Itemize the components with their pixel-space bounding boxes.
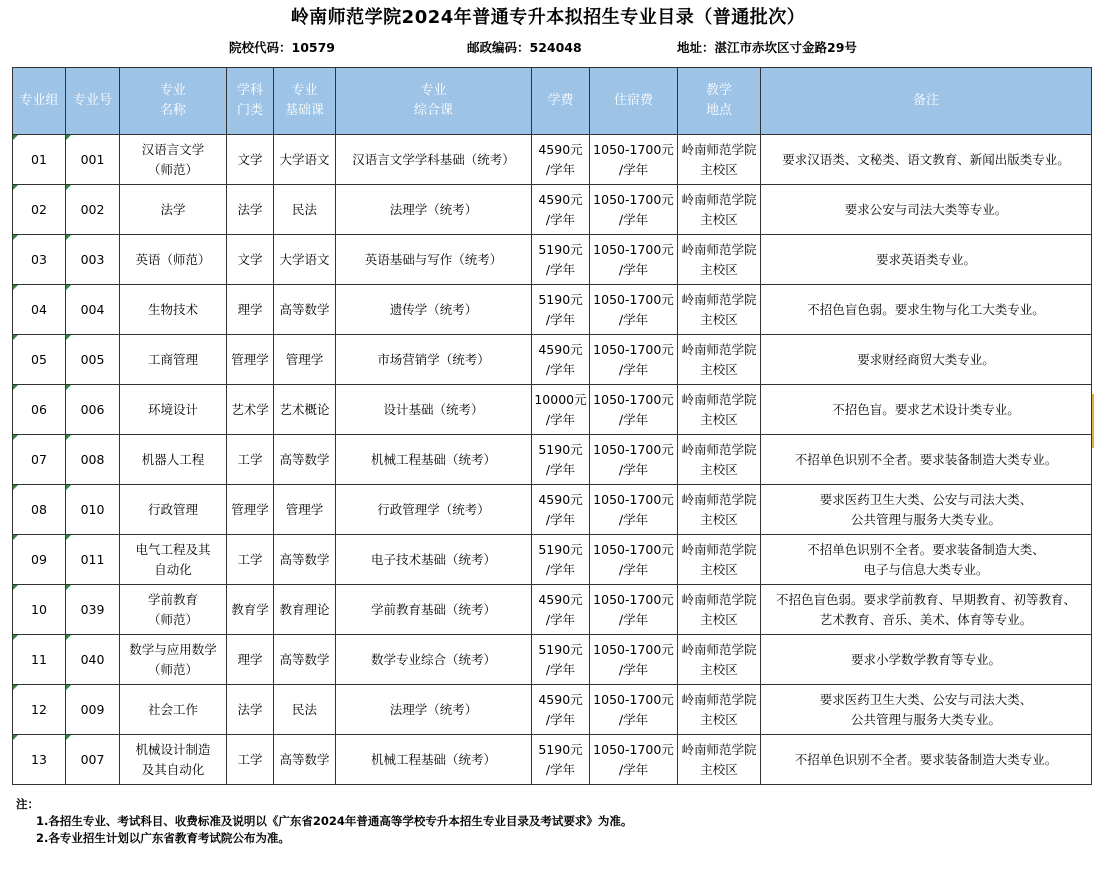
cell-category: 法学 <box>227 685 274 735</box>
cell-basic: 教育理论 <box>274 585 336 635</box>
cell-dorm-line: /学年 <box>618 261 649 277</box>
cell-tuition <box>532 485 590 535</box>
cell-dorm-line: 1050-1700元 <box>593 691 674 707</box>
cell-name <box>120 535 227 585</box>
cell-tuition-line: /学年 <box>545 211 576 227</box>
note-item-1: 1.各招生专业、考试科目、收费标准及说明以《广东省2024年普通高等学校专升本招生专业目录及考试要求》为准。 <box>36 814 633 828</box>
cell-group: 09 <box>13 535 66 585</box>
cell-dorm <box>590 285 678 335</box>
cell-location-line: 岭南师范学院 <box>681 541 757 557</box>
cell-note-line: 要求财经商贸大类专业。 <box>857 351 995 367</box>
cell-tuition-line: 5190元 <box>538 741 583 757</box>
cell-basic: 高等数学 <box>274 735 336 785</box>
cell-name <box>120 185 227 235</box>
table-row <box>13 285 1092 335</box>
table-row <box>13 535 1092 585</box>
cell-note <box>761 635 1092 685</box>
cell-dorm-line: 1050-1700元 <box>593 491 674 507</box>
cell-note-line: 电子与信息大类专业。 <box>863 561 989 577</box>
cell-code: 007 <box>66 735 120 785</box>
cell-dorm <box>590 585 678 635</box>
table-row <box>13 685 1092 735</box>
cell-name <box>120 135 227 185</box>
cell-location <box>678 335 761 385</box>
column-header-line: 专业 <box>159 83 186 98</box>
column-header-comprehensive <box>336 68 532 135</box>
cell-tuition <box>532 335 590 385</box>
column-header-line: 专业号 <box>72 93 112 108</box>
cell-note-line: 艺术教育、音乐、美术、体育等专业。 <box>819 611 1033 627</box>
cell-name <box>120 435 227 485</box>
cell-tuition <box>532 535 590 585</box>
cell-dorm <box>590 135 678 185</box>
cell-note <box>761 185 1092 235</box>
cell-note-line: 要求医药卫生大类、公安与司法大类、 <box>819 491 1033 507</box>
cell-basic: 高等数学 <box>274 535 336 585</box>
table-header-row <box>13 68 1092 135</box>
cell-dorm <box>590 735 678 785</box>
table-row <box>13 635 1092 685</box>
address: 地址：湛江市赤坎区寸金路29号 <box>677 40 857 55</box>
column-header-line: 专业 <box>291 83 318 98</box>
cell-note-line: 不招单色识别不全者。要求装备制造大类专业。 <box>794 451 1058 467</box>
cell-tuition-line: /学年 <box>545 411 576 427</box>
cell-location-line: 岭南师范学院 <box>681 341 757 357</box>
cell-note <box>761 535 1092 585</box>
column-header-line: 基础课 <box>284 103 324 118</box>
cell-tuition <box>532 185 590 235</box>
cell-tuition <box>532 435 590 485</box>
column-header-line: 学费 <box>547 93 574 108</box>
column-header-line: 综合课 <box>413 103 453 118</box>
cell-code: 011 <box>66 535 120 585</box>
cell-dorm-line: /学年 <box>618 511 649 527</box>
cell-dorm <box>590 235 678 285</box>
cell-location <box>678 135 761 185</box>
cell-dorm <box>590 635 678 685</box>
cell-name <box>120 735 227 785</box>
cell-name-line: 社会工作 <box>147 701 198 717</box>
table-row <box>13 735 1092 785</box>
cell-name-line: 工商管理 <box>147 351 198 367</box>
cell-note-line: 不招色盲色弱。要求学前教育、早期教育、初等教育、 <box>775 591 1076 607</box>
cell-location <box>678 385 761 435</box>
cell-dorm <box>590 435 678 485</box>
cell-tuition-line: /学年 <box>545 311 576 327</box>
table-row <box>13 435 1092 485</box>
cell-basic: 民法 <box>274 685 336 735</box>
cell-code: 040 <box>66 635 120 685</box>
postal-code: 邮政编码：524048 <box>467 40 582 55</box>
cell-location-line: 主校区 <box>700 211 738 227</box>
column-header-line: 地点 <box>705 103 732 118</box>
cell-tuition-line: /学年 <box>545 261 576 277</box>
cell-name-line: 环境设计 <box>147 401 198 417</box>
table-row <box>13 385 1092 435</box>
cell-code: 010 <box>66 485 120 535</box>
cell-basic: 高等数学 <box>274 435 336 485</box>
cell-name-line: 法学 <box>160 201 186 217</box>
cell-code: 008 <box>66 435 120 485</box>
cell-location-line: 主校区 <box>700 761 738 777</box>
column-header-line: 专业 <box>420 83 447 98</box>
cell-comprehensive: 学前教育基础（统考） <box>336 585 532 635</box>
cell-tuition-line: 5190元 <box>538 441 583 457</box>
cell-tuition-line: 4590元 <box>538 191 583 207</box>
cell-location-line: 岭南师范学院 <box>681 491 757 507</box>
cell-location <box>678 585 761 635</box>
cell-note <box>761 585 1092 635</box>
cell-tuition <box>532 585 590 635</box>
cell-note <box>761 385 1092 435</box>
cell-note <box>761 335 1092 385</box>
cell-group: 12 <box>13 685 66 735</box>
cell-tuition-line: /学年 <box>545 711 576 727</box>
cell-dorm-line: 1050-1700元 <box>593 391 674 407</box>
cell-note-line: 要求医药卫生大类、公安与司法大类、 <box>819 691 1033 707</box>
column-header-note <box>761 68 1092 135</box>
cell-note <box>761 285 1092 335</box>
cell-note-line: 要求汉语类、文秘类、语文教育、新闻出版类专业。 <box>782 151 1070 167</box>
column-header-code <box>66 68 120 135</box>
cell-location <box>678 735 761 785</box>
notes-section <box>16 796 632 847</box>
cell-tuition-line: 5190元 <box>538 241 583 257</box>
cell-name-line: 自动化 <box>154 561 192 577</box>
cell-location <box>678 635 761 685</box>
cell-note <box>761 435 1092 485</box>
cell-dorm-line: 1050-1700元 <box>593 241 674 257</box>
cell-group: 13 <box>13 735 66 785</box>
cell-tuition-line: /学年 <box>545 661 576 677</box>
cell-comprehensive: 机械工程基础（统考） <box>336 735 532 785</box>
cell-comprehensive: 英语基础与写作（统考） <box>336 235 532 285</box>
cell-location-line: 岭南师范学院 <box>681 641 757 657</box>
cell-location <box>678 685 761 735</box>
cell-comprehensive: 市场营销学（统考） <box>336 335 532 385</box>
cell-group: 06 <box>13 385 66 435</box>
cell-dorm <box>590 335 678 385</box>
cell-tuition-line: /学年 <box>545 161 576 177</box>
column-header-category <box>227 68 274 135</box>
cell-dorm-line: /学年 <box>618 361 649 377</box>
column-header-line: 专业组 <box>19 93 59 108</box>
cell-location-line: 主校区 <box>700 261 738 277</box>
school-code: 院校代码：10579 <box>229 40 335 55</box>
major-catalog-table <box>12 67 1092 785</box>
cell-location-line: 主校区 <box>700 461 738 477</box>
cell-dorm-line: /学年 <box>618 211 649 227</box>
column-header-name <box>120 68 227 135</box>
cell-tuition <box>532 285 590 335</box>
cell-group: 11 <box>13 635 66 685</box>
cell-code: 039 <box>66 585 120 635</box>
cell-group: 08 <box>13 485 66 535</box>
cell-dorm-line: 1050-1700元 <box>593 641 674 657</box>
cell-group: 02 <box>13 185 66 235</box>
cell-location-line: 岭南师范学院 <box>681 591 757 607</box>
cell-location-line: 主校区 <box>700 711 738 727</box>
cell-location-line: 主校区 <box>700 411 738 427</box>
cell-note <box>761 685 1092 735</box>
cell-tuition-line: /学年 <box>545 361 576 377</box>
cell-location-line: 主校区 <box>700 361 738 377</box>
cell-basic: 高等数学 <box>274 635 336 685</box>
cell-tuition-line: /学年 <box>545 561 576 577</box>
cell-name <box>120 635 227 685</box>
column-header-line: 住宿费 <box>613 93 653 108</box>
cell-dorm-line: /学年 <box>618 561 649 577</box>
cell-note-line: 不招色盲色弱。要求生物与化工大类专业。 <box>807 301 1045 317</box>
cell-dorm <box>590 385 678 435</box>
cell-category: 工学 <box>227 435 274 485</box>
table-row <box>13 335 1092 385</box>
cell-note <box>761 135 1092 185</box>
cell-tuition-line: 5190元 <box>538 291 583 307</box>
note-item-2: 2.各专业招生计划以广东省教育考试院公布为准。 <box>36 831 290 845</box>
column-header-group <box>13 68 66 135</box>
cell-name <box>120 385 227 435</box>
cell-category: 工学 <box>227 535 274 585</box>
cell-dorm-line: /学年 <box>618 611 649 627</box>
cell-location-line: 岭南师范学院 <box>681 741 757 757</box>
cell-category: 教育学 <box>227 585 274 635</box>
cell-tuition <box>532 635 590 685</box>
table-row <box>13 585 1092 635</box>
cell-tuition-line: /学年 <box>545 761 576 777</box>
cell-name <box>120 335 227 385</box>
cell-tuition <box>532 135 590 185</box>
cell-location <box>678 535 761 585</box>
cell-note <box>761 235 1092 285</box>
cell-location <box>678 285 761 335</box>
cell-name-line: 生物技术 <box>147 301 198 317</box>
cell-location-line: 岭南师范学院 <box>681 241 757 257</box>
cell-group: 10 <box>13 585 66 635</box>
cell-tuition-line: /学年 <box>545 511 576 527</box>
cell-dorm-line: 1050-1700元 <box>593 441 674 457</box>
cell-tuition-line: 5190元 <box>538 541 583 557</box>
cell-code: 005 <box>66 335 120 385</box>
column-header-line: 学科 <box>236 83 263 98</box>
cell-comprehensive: 设计基础（统考） <box>336 385 532 435</box>
cell-code: 001 <box>66 135 120 185</box>
cell-dorm-line: /学年 <box>618 661 649 677</box>
column-header-line: 名称 <box>159 103 186 118</box>
cell-category: 工学 <box>227 735 274 785</box>
cell-comprehensive: 法理学（统考） <box>336 185 532 235</box>
cell-code: 009 <box>66 685 120 735</box>
cell-dorm-line: 1050-1700元 <box>593 141 674 157</box>
table-row <box>13 135 1092 185</box>
cell-tuition <box>532 735 590 785</box>
cell-dorm <box>590 485 678 535</box>
cell-note <box>761 735 1092 785</box>
cell-code: 003 <box>66 235 120 285</box>
cell-tuition <box>532 385 590 435</box>
table-row <box>13 235 1092 285</box>
cell-location-line: 岭南师范学院 <box>681 391 757 407</box>
cell-note-line: 要求公安与司法大类等专业。 <box>844 201 1008 217</box>
cell-location-line: 主校区 <box>700 511 738 527</box>
cell-group: 07 <box>13 435 66 485</box>
cell-location-line: 主校区 <box>700 611 738 627</box>
cell-tuition-line: /学年 <box>545 461 576 477</box>
cell-location-line: 主校区 <box>700 161 738 177</box>
cell-note-line: 要求英语类专业。 <box>875 251 976 267</box>
page-title: 岭南师范学院2024年普通专升本拟招生专业目录（普通批次） <box>290 7 806 28</box>
cell-dorm-line: /学年 <box>618 411 649 427</box>
cell-name-line: 机器人工程 <box>141 451 205 467</box>
cell-note-line: 公共管理与服务大类专业。 <box>850 511 1001 527</box>
column-header-location <box>678 68 761 135</box>
cell-tuition-line: 5190元 <box>538 641 583 657</box>
cell-dorm-line: 1050-1700元 <box>593 341 674 357</box>
cell-code: 002 <box>66 185 120 235</box>
cell-dorm-line: /学年 <box>618 461 649 477</box>
cell-tuition <box>532 685 590 735</box>
cell-basic: 管理学 <box>274 485 336 535</box>
cell-dorm-line: 1050-1700元 <box>593 291 674 307</box>
cell-dorm-line: 1050-1700元 <box>593 191 674 207</box>
table-row <box>13 485 1092 535</box>
column-header-dorm <box>590 68 678 135</box>
cell-name <box>120 235 227 285</box>
cell-name-line: （师范） <box>147 161 198 177</box>
cell-name <box>120 285 227 335</box>
cell-location <box>678 435 761 485</box>
cell-tuition-line: 10000元 <box>534 391 587 407</box>
cell-name-line: 英语（师范） <box>135 251 211 267</box>
cell-dorm-line: /学年 <box>618 161 649 177</box>
cell-category: 文学 <box>227 135 274 185</box>
cell-dorm-line: /学年 <box>618 711 649 727</box>
cell-name-line: 汉语言文学 <box>141 141 205 157</box>
cell-name-line: 学前教育 <box>147 591 198 607</box>
cell-dorm-line: 1050-1700元 <box>593 591 674 607</box>
cell-category: 理学 <box>227 285 274 335</box>
column-header-basic <box>274 68 336 135</box>
cell-location-line: 岭南师范学院 <box>681 441 757 457</box>
cell-tuition-line: 4590元 <box>538 341 583 357</box>
cell-group: 03 <box>13 235 66 285</box>
cell-location-line: 主校区 <box>700 561 738 577</box>
column-header-tuition <box>532 68 590 135</box>
cell-category: 管理学 <box>227 335 274 385</box>
cell-note-line: 不招单色识别不全者。要求装备制造大类专业。 <box>794 751 1058 767</box>
table-body <box>13 135 1092 785</box>
cell-dorm-line: 1050-1700元 <box>593 741 674 757</box>
cell-location-line: 岭南师范学院 <box>681 191 757 207</box>
cell-location <box>678 485 761 535</box>
cell-note-line: 要求小学数学教育等专业。 <box>850 651 1001 667</box>
cell-code: 006 <box>66 385 120 435</box>
cell-dorm-line: 1050-1700元 <box>593 541 674 557</box>
cell-name-line: 电气工程及其 <box>135 541 211 557</box>
column-header-line: 备注 <box>912 93 939 108</box>
cell-group: 04 <box>13 285 66 335</box>
cell-note-line: 不招色盲。要求艺术设计类专业。 <box>832 401 1020 417</box>
cell-basic: 民法 <box>274 185 336 235</box>
cell-basic: 高等数学 <box>274 285 336 335</box>
cell-category: 管理学 <box>227 485 274 535</box>
cell-name-line: 数学与应用数学 <box>129 641 217 657</box>
cell-comprehensive: 数学专业综合（统考） <box>336 635 532 685</box>
cell-note-line: 公共管理与服务大类专业。 <box>850 711 1001 727</box>
cell-category: 艺术学 <box>227 385 274 435</box>
cell-basic: 管理学 <box>274 335 336 385</box>
cell-location <box>678 185 761 235</box>
cell-comprehensive: 遗传学（统考） <box>336 285 532 335</box>
cell-dorm-line: /学年 <box>618 761 649 777</box>
cell-name-line: （师范） <box>147 661 198 677</box>
cell-comprehensive: 汉语言文学学科基础（统考） <box>336 135 532 185</box>
cell-basic: 大学语文 <box>274 135 336 185</box>
cell-category: 理学 <box>227 635 274 685</box>
cell-name <box>120 685 227 735</box>
cell-group: 01 <box>13 135 66 185</box>
cell-note <box>761 485 1092 535</box>
cell-location <box>678 235 761 285</box>
cell-category: 法学 <box>227 185 274 235</box>
scroll-indicator <box>1092 394 1094 448</box>
cell-comprehensive: 法理学（统考） <box>336 685 532 735</box>
cell-comprehensive: 机械工程基础（统考） <box>336 435 532 485</box>
cell-tuition-line: 4590元 <box>538 591 583 607</box>
notes-heading: 注： <box>16 797 39 811</box>
cell-tuition-line: 4590元 <box>538 491 583 507</box>
cell-tuition-line: /学年 <box>545 611 576 627</box>
cell-group: 05 <box>13 335 66 385</box>
cell-location-line: 岭南师范学院 <box>681 291 757 307</box>
column-header-line: 教学 <box>705 83 732 98</box>
cell-basic: 大学语文 <box>274 235 336 285</box>
cell-dorm <box>590 535 678 585</box>
cell-dorm <box>590 185 678 235</box>
cell-dorm-line: /学年 <box>618 311 649 327</box>
cell-location-line: 岭南师范学院 <box>681 691 757 707</box>
cell-name-line: 及其自动化 <box>141 761 205 777</box>
cell-tuition-line: 4590元 <box>538 691 583 707</box>
cell-dorm <box>590 685 678 735</box>
cell-name-line: 行政管理 <box>147 501 198 517</box>
cell-name-line: （师范） <box>147 611 198 627</box>
cell-name <box>120 485 227 535</box>
cell-note-line: 不招单色识别不全者。要求装备制造大类、 <box>807 541 1045 557</box>
cell-comprehensive: 行政管理学（统考） <box>336 485 532 535</box>
cell-basic: 艺术概论 <box>274 385 336 435</box>
table-row <box>13 185 1092 235</box>
cell-name <box>120 585 227 635</box>
cell-location-line: 岭南师范学院 <box>681 141 757 157</box>
cell-location-line: 主校区 <box>700 661 738 677</box>
column-header-line: 门类 <box>236 103 263 118</box>
cell-category: 文学 <box>227 235 274 285</box>
cell-location-line: 主校区 <box>700 311 738 327</box>
cell-tuition-line: 4590元 <box>538 141 583 157</box>
cell-code: 004 <box>66 285 120 335</box>
cell-name-line: 机械设计制造 <box>135 741 211 757</box>
cell-tuition <box>532 235 590 285</box>
cell-comprehensive: 电子技术基础（统考） <box>336 535 532 585</box>
